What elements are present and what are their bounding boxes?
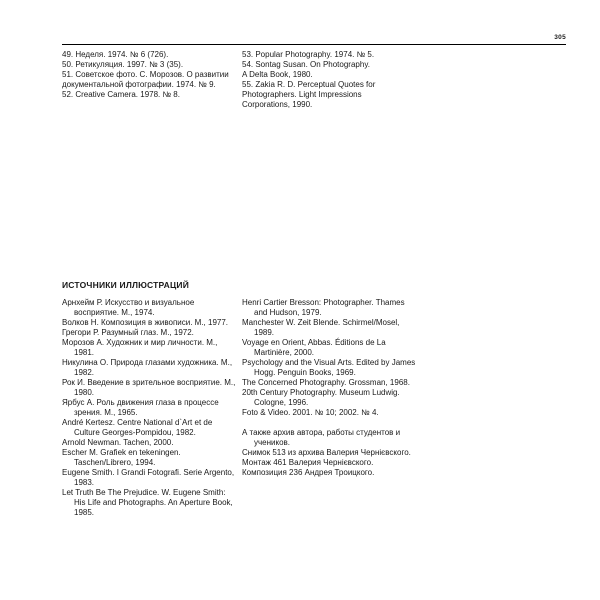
note-entry: 55. Zakia R. D. Perceptual Quotes for Photographers. Light Impressions Corporations, 1990. [242, 80, 376, 109]
page-number: 305 [554, 34, 566, 41]
notes-column-right [242, 50, 407, 110]
source-entry: Никулина О. Природа глазами художника. М., 1982. [62, 358, 233, 377]
spacer [242, 418, 420, 428]
sources-column-right [242, 298, 420, 478]
sources-column-left [62, 298, 238, 518]
source-entry: André Kertesz. Centre National d`Art et de Culture Georges-Pompidou, 1982. [62, 418, 213, 437]
archive-entry: Композиция 236 Андрея Троицкого. [242, 468, 375, 477]
source-entry: Грегори Р. Разумный глаз. М., 1972. [62, 328, 194, 337]
notes-column-left [62, 50, 237, 100]
note-entry: 52. Creative Camera. 1978. № 8. [62, 90, 180, 99]
note-entry: 51. Советское фото. С. Морозов. О развитии документальной фотографии. 1974. № 9. [62, 70, 229, 89]
note-entry: A Delta Book, 1980. [242, 70, 313, 79]
source-entry: The Concerned Photography. Grossman, 1968. [242, 378, 410, 387]
source-entry: Henri Cartier Bresson: Photographer. Thames and Hudson, 1979. [242, 298, 405, 317]
archive-entry: Монтаж 461 Валерия Чернієвского. [242, 458, 374, 467]
source-entry: Voyage en Orient, Abbas. Éditions de La Martinière, 2000. [242, 338, 386, 357]
note-entry: 53. Popular Photography. 1974. № 5. [242, 50, 375, 59]
source-entry: Manchester W. Zeit Blende. Schirmel/Mosel, 1989. [242, 318, 400, 337]
source-entry: 20th Century Photography. Museum Ludwig. Cologne, 1996. [242, 388, 400, 407]
section-title: ИСТОЧНИКИ ИЛЛЮСТРАЦИЙ [62, 280, 190, 290]
source-entry: Арнхейм Р. Искусство и визуальное восприятие. М., 1974. [62, 298, 195, 317]
note-entry: 54. Sontag Susan. On Photography. [242, 60, 370, 69]
note-entry: 49. Неделя. 1974. № 6 (726). [62, 50, 169, 59]
header-rule [62, 44, 566, 45]
note-entry: 50. Ретикуляция. 1997. № 3 (35). [62, 60, 184, 69]
source-entry: Escher M. Grafiek en tekeningen. Taschen/Librero, 1994. [62, 448, 181, 467]
source-entry: Рок И. Введение в зрительное восприятие. М., 1980. [62, 378, 236, 397]
source-entry: Волков Н. Композиция в живописи. М., 1977. [62, 318, 229, 327]
source-entry: Ярбус А. Роль движения глаза в процессе зрения. М., 1965. [62, 398, 219, 417]
source-entry: Foto & Video. 2001. № 10; 2002. № 4. [242, 408, 379, 417]
archive-entry: Снимок 513 из архива Валерия Чернієвского. [242, 448, 411, 457]
source-entry: Arnold Newman. Tachen, 2000. [62, 438, 174, 447]
source-entry: Морозов А. Художник и мир личности. М., 1981. [62, 338, 218, 357]
archive-entry: А также архив автора, работы студентов и учеников. [242, 428, 401, 447]
source-entry: Let Truth Be The Prejudice. W. Eugene Smith: His Life and Photographs. An Aperture Book, 1985. [62, 488, 233, 517]
source-entry: Eugene Smith. I Grandi Fotografi. Serie Argento, 1983. [62, 468, 235, 487]
source-entry: Psychology and the Visual Arts. Edited by James Hogg. Penguin Books, 1969. [242, 358, 416, 377]
